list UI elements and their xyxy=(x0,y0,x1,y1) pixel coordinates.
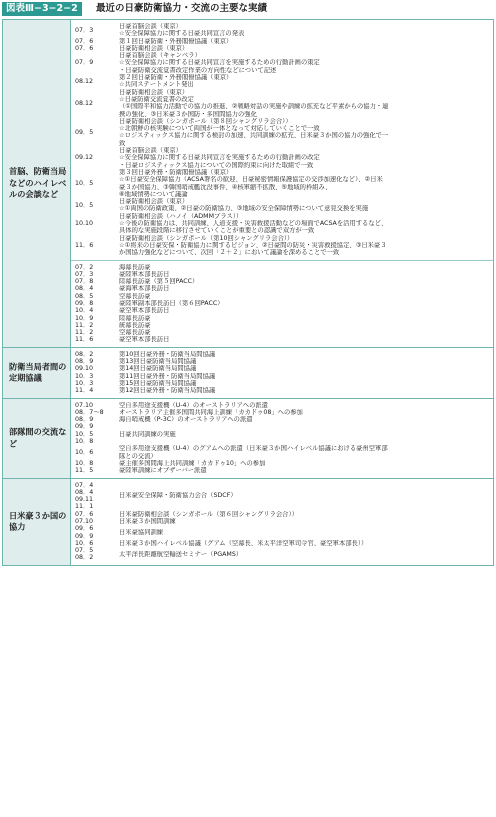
table-row xyxy=(71,373,493,380)
description-line: 日豪共同訓練の実施 xyxy=(119,430,176,438)
row-date: 10.10 xyxy=(75,220,94,228)
table-row xyxy=(71,329,493,336)
row-date: 07．4 08．4 09.11 11．1 xyxy=(75,481,94,511)
table-row xyxy=(71,118,493,147)
table-section xyxy=(2,19,494,347)
row-date: 11．4 xyxy=(75,387,94,395)
row-date: 07．6 xyxy=(75,44,94,52)
table-row xyxy=(71,271,493,278)
description-line: 豪３か国協力、③韓国哨戒艦沈没事件、④核軍縮不拡散、⑤地域的枠組み、 xyxy=(119,183,332,191)
table-row xyxy=(71,409,493,416)
description-line: 第１回日豪防衛・外務閣僚協議（東京） xyxy=(119,37,233,45)
table-row xyxy=(71,467,493,474)
table-row xyxy=(71,52,493,74)
description-line: ⑥地域情勢について議論 xyxy=(119,190,188,198)
description-line: 豪陸軍訓練にオブザーバー派遣 xyxy=(119,467,207,475)
description-line: オーストラリア主催多国間共同海上訓練「カカドゥ08」への参加 xyxy=(119,408,303,416)
table-section xyxy=(2,478,494,566)
description-line: （①国際平和協力活動での協力の推進、②戦略対話の実施や訓練の拡充など平素からの協力・連 xyxy=(119,103,389,111)
row-description xyxy=(119,409,493,416)
description-line: 第11回日豪外務・防衛当局間協議 xyxy=(119,372,216,380)
table-row xyxy=(71,285,493,292)
row-description xyxy=(119,23,493,38)
row-description xyxy=(119,169,493,198)
table-row xyxy=(71,198,493,213)
description-line: 日豪防衛相会談（ハノイ（ADMMプラス）） xyxy=(119,212,243,220)
row-description xyxy=(119,358,493,365)
table-row xyxy=(71,74,493,89)
description-line: 海幕長訪豪 xyxy=(119,263,151,271)
row-description xyxy=(119,380,493,387)
row-description xyxy=(119,300,493,307)
row-date: 11．5 xyxy=(75,467,94,475)
description-line: 統幕長訪豪 xyxy=(119,321,151,329)
table-row xyxy=(71,511,493,526)
row-description xyxy=(119,467,493,474)
row-date: 08．4 xyxy=(75,285,94,293)
row-date: 10．6 xyxy=(75,448,94,456)
description-line: 日豪防衛相会談（東京） xyxy=(119,88,189,96)
row-description xyxy=(119,213,493,235)
category-cell xyxy=(2,20,71,347)
row-date: 09．9 10．5 10．8 xyxy=(75,423,94,446)
row-date: 07．2 xyxy=(75,263,94,271)
table-row xyxy=(71,23,493,38)
description-line: 日豪首脳会談（東京） xyxy=(119,23,182,30)
description-line: 日米豪３か国ハイレベル協議（グアム（空幕長、米太平洋空軍司令官、豪空軍本部長）） xyxy=(119,539,368,547)
description-line: 豪空軍本部長訪日 xyxy=(119,307,170,315)
entries-cell xyxy=(71,260,494,347)
row-description xyxy=(119,293,493,300)
description-line: 第10回日豪外務・防衛当局間協議 xyxy=(119,350,216,358)
description-line: 日米豪安全保障・防衛協力会合（SDCF） xyxy=(119,492,237,500)
row-date: 10．9 xyxy=(75,314,94,322)
row-date: 07．3 xyxy=(75,26,94,34)
table-row xyxy=(71,307,493,314)
description-line: ☆北朝鮮の核実験について両国が一体となって対応していくことで一致 xyxy=(119,125,320,133)
description-line: 豪陸軍副本部長訪日（第６回PACC） xyxy=(119,299,224,307)
description-line: 太平洋長距離航空輸送セミナー（PGAMS） xyxy=(119,550,243,558)
row-date: 07．6 xyxy=(75,37,94,45)
row-description xyxy=(119,38,493,45)
row-description xyxy=(119,511,493,526)
row-description xyxy=(119,74,493,89)
row-description xyxy=(119,307,493,314)
description-line: 日豪防衛相会談（シンガポール（第10回シャングリラ会合）） xyxy=(119,234,294,242)
row-description xyxy=(119,402,493,409)
description-line: 第12回日豪外務・防衛当局間協議 xyxy=(119,387,216,395)
description-line: か国協力強化などについて、次回「２＋２」において議論を深めることで一致 xyxy=(119,249,340,257)
row-description xyxy=(119,235,493,257)
row-description xyxy=(119,278,493,285)
table-row xyxy=(71,89,493,118)
table-row xyxy=(71,482,493,511)
table-row xyxy=(71,235,493,257)
row-description xyxy=(119,89,493,118)
category-cell xyxy=(2,348,71,398)
description-line: 第３回日豪外務・防衛閣僚協議（東京） xyxy=(119,168,233,176)
description-line: ☆安全保障協力に関する日豪共同宣言の発表 xyxy=(119,30,245,38)
table-row xyxy=(71,38,493,45)
row-date: 08．7〜8 xyxy=(75,408,104,416)
row-date: 10．8 xyxy=(75,459,94,467)
category-label: 防衛当局者間の定期協議 xyxy=(9,361,67,383)
table-row xyxy=(71,423,493,445)
row-date: 08.12 xyxy=(75,99,94,107)
table-section xyxy=(2,398,494,478)
row-description xyxy=(119,271,493,278)
row-description xyxy=(119,147,493,169)
table-row xyxy=(71,264,493,271)
description-line: 日豪防衛相会談（シンガポール（第８回シャングリラ会合）） xyxy=(119,117,292,125)
row-date: 07．3 xyxy=(75,270,94,278)
description-line: 日米豪防衛相会談（シンガポール（第６回シャングリラ会合）） xyxy=(119,510,298,518)
table-row xyxy=(71,402,493,409)
table-row xyxy=(71,300,493,307)
row-date: 11．2 xyxy=(75,321,94,329)
row-description xyxy=(119,365,493,372)
row-date: 07．6 07.10 xyxy=(75,510,94,525)
description-line: ☆①将来の日豪安保・防衛協力に関するビジョン、②日豪間の防災・災害救援協定、③日米豪３ xyxy=(119,241,387,249)
description-line: 日米豪協同訓練 xyxy=(119,528,164,536)
table-row xyxy=(71,460,493,467)
row-date: 08．9 xyxy=(75,358,94,366)
table-row xyxy=(71,351,493,358)
row-date: 08．9 xyxy=(75,416,94,424)
table-row xyxy=(71,322,493,329)
entries-cell xyxy=(71,479,494,565)
description-line: 豪空軍本部長訪日 xyxy=(119,336,170,344)
entries-cell xyxy=(71,399,494,478)
table-row xyxy=(71,540,493,547)
row-description xyxy=(119,315,493,322)
row-description xyxy=(119,264,493,271)
description-line: 隊との交流） xyxy=(119,452,157,460)
description-line: 第14回日豪防衛当局間協議 xyxy=(119,365,197,373)
row-date: 08.12 xyxy=(75,77,94,85)
row-date: 09．8 xyxy=(75,299,94,307)
row-date: 09.10 xyxy=(75,365,94,373)
row-description xyxy=(119,540,493,547)
description-line: 日豪防衛相会談（東京） xyxy=(119,198,189,206)
description-line: ☆安全保障協力に関する日豪共同宣言を実施するための行動計画の改定 xyxy=(119,154,320,162)
row-description xyxy=(119,336,493,343)
description-line: ☆①両国の防衛政策、②日豪の防衛協力、③地域の安全保障情勢について意見交換を実施 xyxy=(119,205,369,213)
row-date: 10．5 xyxy=(75,201,94,209)
description-line: 豪陸軍本部長訪日 xyxy=(119,270,170,278)
description-line: 第15回日豪防衛当局間協議 xyxy=(119,379,197,387)
description-line: 陸幕長訪豪（第５回PACC） xyxy=(119,278,199,286)
row-date: 07．5 08．2 xyxy=(75,547,94,562)
category-cell xyxy=(2,399,71,478)
table-row xyxy=(71,445,493,460)
description-line: 日豪防衛相会談（東京） xyxy=(119,44,189,52)
description-line: 携の強化、③日米豪３か国防・多国間協力の強化 xyxy=(119,110,257,118)
table-row xyxy=(71,547,493,562)
description-line: ・日豪防衛交流覚書改定作業の方向性などについて記述 xyxy=(119,66,277,74)
description-line: ☆日豪防衛交流覚書の改定 xyxy=(119,95,194,103)
description-line: 第２回日豪防衛・外務閣僚協議（東京） xyxy=(119,74,233,82)
row-date: 09.12 xyxy=(75,154,94,162)
table-row xyxy=(71,525,493,540)
row-description xyxy=(119,45,493,52)
table-row xyxy=(71,358,493,365)
category-label: 日米豪３か国の協力 xyxy=(9,510,67,532)
category-cell xyxy=(2,479,71,565)
description-line: 空自多用途支援機（U-4）のオーストラリアへの派遣 xyxy=(119,401,268,409)
description-line: 豪海軍本部長訪日 xyxy=(119,285,170,293)
row-description xyxy=(119,52,493,74)
entries-cell xyxy=(71,348,494,398)
description-line: 陸幕長訪豪 xyxy=(119,314,151,322)
description-line: ☆安全保障協力に関する日豪共同宣言を実施するための行動計画の策定 xyxy=(119,59,320,67)
table-row xyxy=(71,169,493,198)
row-description xyxy=(119,351,493,358)
figure-title: 最近の日豪防衛協力・交流の主要な実績 xyxy=(96,3,268,14)
row-date: 09．5 xyxy=(75,128,94,136)
table-row xyxy=(71,387,493,394)
description-line: 致 xyxy=(119,139,126,147)
row-description xyxy=(119,198,493,213)
description-line: 空幕長訪豪 xyxy=(119,329,151,337)
description-line: ☆共同ステートメント発出 xyxy=(119,81,194,89)
description-line: 第13回日豪防衛当局間協議 xyxy=(119,358,197,366)
row-date: 10．3 xyxy=(75,379,94,387)
row-date: 07.10 xyxy=(75,401,94,409)
description-line: 日豪首脳会談（東京） xyxy=(119,147,182,155)
achievements-table xyxy=(2,19,494,566)
entries-cell xyxy=(71,20,494,260)
description-line: ・日豪ロジスティックス協力についての国際約束に向けた取組で一致 xyxy=(119,161,314,169)
description-line: ☆ロジスティックス協力に関する検討の加速、共同訓練の拡充、日米豪３か国の協力の強化で一 xyxy=(119,132,389,140)
row-description xyxy=(119,460,493,467)
table-row xyxy=(71,336,493,343)
figure-number-badge: 図表Ⅲ−3−2−2 xyxy=(2,2,82,16)
row-description xyxy=(119,322,493,329)
table-section xyxy=(2,347,494,398)
description-line: 日米豪３か国間訓練 xyxy=(119,518,176,525)
row-description xyxy=(119,416,493,423)
row-date: 08．5 xyxy=(75,292,94,300)
category-label: 部隊間の交流など xyxy=(9,426,67,449)
row-description xyxy=(119,387,493,394)
table-row xyxy=(71,380,493,387)
row-date: 10．3 xyxy=(75,372,94,380)
row-description xyxy=(119,529,493,536)
category-label: 首脳、防衛当局などのハイレベルの会談など xyxy=(9,166,67,200)
row-description xyxy=(119,492,493,499)
table-row xyxy=(71,147,493,169)
table-row xyxy=(71,278,493,285)
row-description xyxy=(119,431,493,438)
table-row xyxy=(71,365,493,372)
row-date: 09．6 09．9 xyxy=(75,525,94,540)
row-date: 10．5 xyxy=(75,179,94,187)
table-row xyxy=(71,315,493,322)
row-date: 10．6 xyxy=(75,539,94,547)
row-date: 07．8 xyxy=(75,278,94,286)
row-date: 11．6 xyxy=(75,336,94,344)
row-description xyxy=(119,373,493,380)
row-description xyxy=(119,285,493,292)
description-line: ☆①日豪安全保障協力（ACSA署名の歓迎、日豪秘密情報保護協定の交渉加速化など）、②日米 xyxy=(119,176,383,184)
row-description xyxy=(119,118,493,147)
row-date: 11．6 xyxy=(75,241,94,249)
description-line: 空幕長訪豪 xyxy=(119,292,151,300)
row-date: 07．9 xyxy=(75,59,94,67)
row-description xyxy=(119,551,493,558)
description-line: 海自哨戒機（P-3C）のオーストラリアへの派遣 xyxy=(119,416,253,424)
table-row xyxy=(71,416,493,423)
description-line: 具体的な実施段階に移行させていくことが重要との認識で双方が一致 xyxy=(119,227,315,235)
row-description xyxy=(119,329,493,336)
figure-header xyxy=(0,0,496,18)
description-line: ☆今後の防衛協力は、共同訓練、人道支援・災害救援活動などの場面でACSAを活用するなど、 xyxy=(119,220,388,228)
description-line: 豪主催多国間海上共同訓練「カカドゥ10」への参加 xyxy=(119,459,266,467)
description-line: 空自多用途支援機（U-4）のグアムへの派遣（日米豪３か国ハイレベル協議における豪州空軍部 xyxy=(119,445,388,453)
row-date: 10．4 xyxy=(75,307,94,315)
table-row xyxy=(71,213,493,235)
description-line: 日豪首脳会談（キャンベラ） xyxy=(119,52,201,60)
row-date: 08．2 xyxy=(75,350,94,358)
row-date: 11．2 xyxy=(75,329,94,337)
row-description xyxy=(119,445,493,460)
table-row xyxy=(71,45,493,52)
table-row xyxy=(71,293,493,300)
